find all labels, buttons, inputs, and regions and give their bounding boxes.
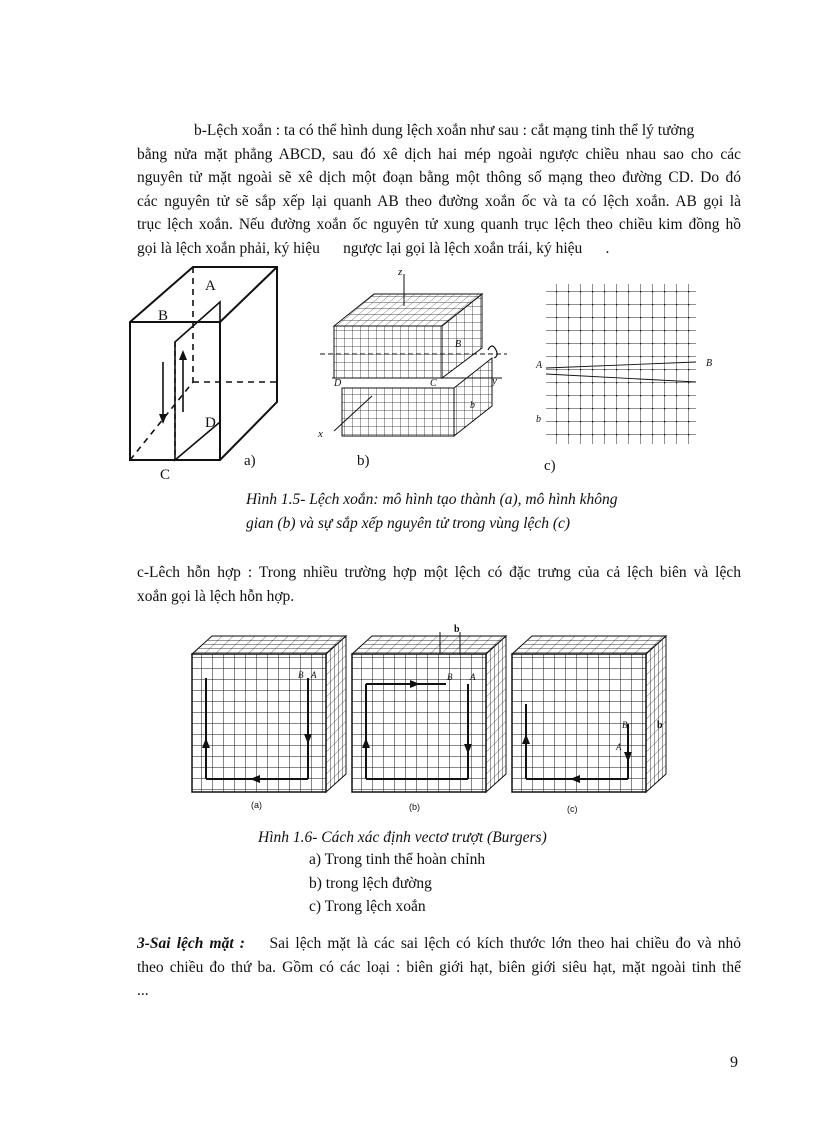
- caption-title: Hình 1.6- Cách xác định vectơ trượt (Burgers): [258, 829, 547, 846]
- label-c-tag: c): [544, 458, 556, 474]
- section-c-paragraph: [137, 561, 741, 608]
- caption-item: b) trong lệch đường: [309, 874, 432, 892]
- text-line: theo chiều đo thứ ba. Gồm có các loại : biên giới hạt, biên giới siêu hạt, mặt ngoài tinh thể: [137, 958, 741, 976]
- text-line: trục lệch xoắn. Nếu đường xoắn ốc nguyên tử xung quanh trục lệch theo chiều kim đồng hồ: [137, 216, 741, 234]
- label-b-z: z: [398, 266, 403, 278]
- text-line: c-Lêch hỗn hợp : Trong nhiều trường hợp một lệch có đặc trưng của cả lệch biên và lệch: [137, 564, 741, 581]
- label-b-tag: b): [357, 453, 370, 469]
- text-line: xoắn gọi là lệch hỗn hợp.: [137, 587, 295, 605]
- text-line: gọi là lệch xoắn phải, ký hiệu ngược lại gọi là lệch xoắn trái, ký hiệu .: [137, 239, 610, 257]
- label-a-tag: a): [244, 453, 256, 469]
- label-a-point-B: B: [158, 308, 169, 324]
- label-b-vector: b⃗: [470, 400, 483, 411]
- section-b-paragraph: [137, 119, 741, 261]
- figure-1-6-burgers-panels: [190, 624, 670, 799]
- figure-1-5-b-lattice-block: [312, 266, 522, 446]
- caption-line: gian (b) và sự sắp xếp nguyên tử trong vùng lệch (c): [246, 515, 571, 532]
- label-16-a-A: A: [311, 670, 317, 680]
- figure-1-6-caption-items: [309, 848, 609, 919]
- figure-1-5-c-atomic-arrangement: [532, 278, 702, 448]
- label-a-point-D: D: [205, 415, 216, 431]
- label-c-B: B: [706, 358, 713, 369]
- label-16-b-A: A: [470, 672, 476, 682]
- label-16-b-b: b: [454, 624, 460, 635]
- label-b-y: y: [492, 375, 497, 387]
- label-b-C: C: [430, 378, 437, 389]
- label-c-A: A: [536, 360, 543, 371]
- text-line: nguyên tử mặt ngoài sẽ xê dịch một đoạn bằng một thông số mạng theo đường CD. Do đó: [137, 169, 741, 187]
- text-line: ...: [137, 982, 149, 1000]
- text-line: các nguyên tử sẽ sắp xếp lại quanh AB theo đường xoắn ốc và ta có lệch xoắn. AB gọi là: [137, 192, 741, 210]
- label-16-c-b: b: [657, 720, 663, 731]
- figure-1-6-caption: [258, 826, 547, 850]
- label-c-vector: b⃗: [536, 414, 549, 425]
- label-16-panel-b: (b): [409, 802, 420, 812]
- section-3-first-line: Sai lệch mặt là các sai lệch có kích thước lớn theo hai chiều đo và nhỏ: [269, 935, 741, 952]
- label-16-a-B: B: [298, 670, 304, 680]
- text-line: [137, 932, 741, 956]
- text-line: b-Lệch xoắn : ta có thể hình dung lệch xoắn như sau : cắt mạng tinh thể lý tưởng: [194, 122, 695, 139]
- label-16-c-B: B: [622, 720, 628, 730]
- text-line: bằng nửa mặt phẳng ABCD, sau đó xê dịch hai mép ngoài ngược chiều nhau sao cho các: [137, 145, 741, 163]
- label-16-panel-c: (c): [567, 804, 578, 814]
- figure-1-5-caption: [246, 488, 618, 536]
- label-16-b-B: B: [447, 672, 453, 682]
- label-b-B: B: [455, 339, 462, 350]
- label-a-point-A: A: [205, 278, 216, 294]
- caption-item: a) Trong tinh thể hoàn chỉnh: [309, 851, 486, 868]
- label-b-x: x: [318, 428, 323, 440]
- caption-item: c) Trong lệch xoắn: [309, 898, 426, 915]
- label-a-point-C: C: [160, 467, 171, 483]
- page-number: 9: [730, 1054, 738, 1071]
- label-16-panel-a: (a): [251, 800, 262, 810]
- label-16-c-A: A: [616, 742, 622, 752]
- section-3-heading: 3-Sai lệch mặt :: [137, 935, 245, 952]
- caption-line: Hình 1.5- Lệch xoắn: mô hình tạo thành (a), mô hình không: [246, 491, 618, 508]
- section-3-paragraph: [137, 932, 741, 1003]
- label-b-D: D: [334, 378, 342, 389]
